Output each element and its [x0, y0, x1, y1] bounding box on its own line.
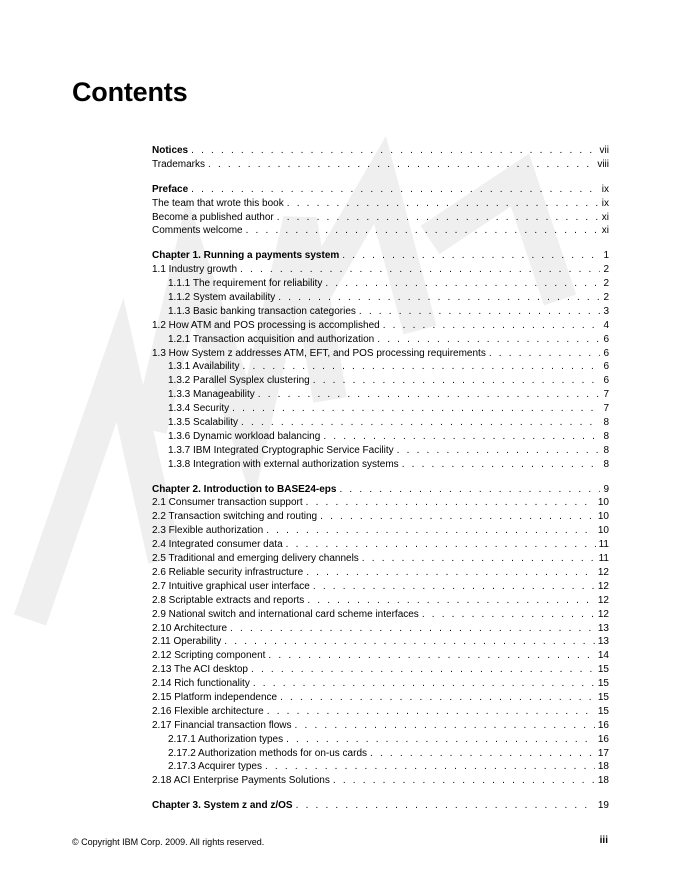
toc-entry-page: xi: [601, 211, 609, 223]
toc-entry[interactable]: [152, 158, 609, 172]
toc-entry[interactable]: [152, 183, 609, 197]
toc-entry-title: 2.18 ACI Enterprise Payments Solutions: [152, 775, 330, 787]
toc-entry-page: 12: [597, 566, 609, 578]
toc-leader-dots: [277, 211, 599, 225]
toc-entry-title: 1.3.5 Scalability: [168, 417, 239, 429]
toc-entry-page: 10: [597, 525, 609, 537]
toc-leader-dots: [402, 458, 601, 472]
toc-leader-dots: [489, 347, 601, 361]
toc-entry[interactable]: [152, 496, 609, 510]
toc-entry-title: 1.2 How ATM and POS processing is accomplished: [152, 319, 380, 331]
toc-entry-title: Chapter 1. Running a payments system: [152, 250, 340, 262]
toc-entry-page: 11: [598, 539, 609, 551]
toc-entry-page: 7: [603, 403, 609, 415]
toc-leader-dots: [265, 760, 595, 774]
toc-entry[interactable]: [152, 224, 609, 238]
toc-entry[interactable]: [152, 249, 609, 263]
toc-entry-page: 10: [597, 511, 609, 523]
toc-entry-page: 16: [597, 719, 609, 731]
toc-entry[interactable]: [152, 347, 609, 361]
toc-entry[interactable]: [152, 566, 609, 580]
toc-entry-title: 2.4 Integrated consumer data: [152, 539, 283, 551]
toc-entry[interactable]: [152, 483, 609, 497]
toc-leader-dots: [253, 677, 595, 691]
toc-entry-title: 1.1.2 System availability: [168, 292, 276, 304]
toc-leader-dots: [377, 333, 600, 347]
toc-entry-page: 18: [597, 761, 609, 773]
toc-entry-title: 1.2.1 Transaction acquisition and authorization: [168, 333, 375, 345]
toc-leader-dots: [362, 552, 596, 566]
toc-leader-dots: [243, 360, 601, 374]
toc-entry-title: 2.17.3 Acquirer types: [168, 761, 262, 773]
toc-leader-dots: [286, 538, 596, 552]
toc-entry-page: 11: [598, 553, 609, 565]
toc-entry[interactable]: [152, 277, 609, 291]
toc-leader-dots: [333, 774, 595, 788]
toc-leader-dots: [208, 158, 594, 172]
toc-entry-title: 2.17.1 Authorization types: [168, 733, 284, 745]
toc-entry[interactable]: [152, 677, 609, 691]
toc-entry-page: 4: [603, 319, 609, 331]
toc-leader-dots: [267, 705, 595, 719]
toc-entry[interactable]: [152, 388, 609, 402]
toc-entry-title: 1.1 Industry growth: [152, 264, 238, 276]
toc-entry[interactable]: [152, 747, 609, 761]
toc-entry-page: 12: [597, 594, 609, 606]
toc-entry-page: 17: [597, 747, 609, 759]
toc-entry-title: 1.3.1 Availability: [168, 361, 240, 373]
toc-entry[interactable]: [152, 524, 609, 538]
toc-entry-title: Preface: [152, 183, 189, 195]
toc-leader-dots: [313, 580, 595, 594]
toc-entry-title: 2.6 Reliable security infrastructure: [152, 566, 304, 578]
toc-entry-title: 2.14 Rich functionality: [152, 678, 250, 690]
toc-leader-dots: [307, 594, 595, 608]
toc-entry-page: 10: [597, 497, 609, 509]
toc-entry-title: 1.3.2 Parallel Sysplex clustering: [168, 375, 310, 387]
toc-entry[interactable]: [152, 538, 609, 552]
toc-leader-dots: [232, 402, 600, 416]
toc-entry-page: 15: [597, 705, 609, 717]
toc-leader-dots: [287, 197, 599, 211]
toc-entry[interactable]: [152, 691, 609, 705]
toc-entry[interactable]: [152, 594, 609, 608]
toc-entry[interactable]: [152, 458, 609, 472]
toc-leader-dots: [246, 224, 599, 238]
toc-entry-page: 19: [597, 800, 609, 812]
toc-leader-dots: [325, 277, 600, 291]
toc-entry[interactable]: [152, 760, 609, 774]
toc-entry-page: 18: [597, 775, 609, 787]
toc-entry-page: 8: [603, 430, 609, 442]
toc-entry[interactable]: [152, 144, 609, 158]
toc-leader-dots: [296, 799, 595, 813]
footer-page-number: iii: [599, 835, 608, 846]
toc-entry[interactable]: [152, 552, 609, 566]
toc-entry-title: 2.13 The ACI desktop: [152, 664, 248, 676]
toc-entry-page: vii: [599, 145, 609, 156]
toc-entry[interactable]: [152, 733, 609, 747]
toc-entry-page: 15: [597, 678, 609, 690]
toc-entry-page: 12: [597, 580, 609, 592]
toc-entry-page: 12: [597, 608, 609, 620]
toc-entry[interactable]: [152, 263, 609, 277]
toc-leader-dots: [320, 510, 595, 524]
toc-entry-title: 2.1 Consumer transaction support: [152, 497, 303, 509]
toc-entry[interactable]: [152, 774, 609, 788]
toc-leader-dots: [286, 733, 595, 747]
toc-entry-title: 1.1.1 The requirement for reliability: [168, 278, 323, 290]
toc-entry-page: 2: [603, 292, 609, 304]
toc-leader-dots: [383, 319, 601, 333]
toc-entry[interactable]: [152, 416, 609, 430]
toc-leader-dots: [306, 566, 595, 580]
toc-entry-page: 2: [603, 278, 609, 290]
toc-entry-page: 15: [597, 691, 609, 703]
toc-leader-dots: [224, 635, 595, 649]
toc-leader-dots: [342, 249, 600, 263]
toc-entry-page: ix: [601, 183, 609, 195]
toc-entry[interactable]: [152, 580, 609, 594]
toc-entry[interactable]: [152, 291, 609, 305]
toc-entry-page: 6: [603, 361, 609, 373]
toc-entry-page: 3: [603, 305, 609, 317]
toc-entry-title: 2.2 Transaction switching and routing: [152, 511, 318, 523]
toc-entry-title: 2.15 Platform independence: [152, 691, 278, 703]
toc-entry-title: 2.3 Flexible authorization: [152, 525, 264, 537]
toc-leader-dots: [266, 524, 595, 538]
toc-entry-title: 2.8 Scriptable extracts and reports: [152, 594, 305, 606]
toc-leader-dots: [278, 291, 600, 305]
toc-entry-page: 9: [603, 483, 609, 495]
toc-leader-dots: [359, 305, 601, 319]
toc-entry-page: 6: [603, 333, 609, 345]
toc-leader-dots: [370, 747, 595, 761]
toc-entry-page: 6: [603, 347, 609, 359]
toc-entry[interactable]: [152, 719, 609, 733]
toc-entry-page: 6: [603, 375, 609, 387]
toc-entry-title: 1.3.7 IBM Integrated Cryptographic Service Facility: [168, 444, 394, 456]
toc-leader-dots: [295, 719, 595, 733]
toc-entry-title: 1.1.3 Basic banking transaction categories: [168, 305, 356, 317]
toc-entry[interactable]: [152, 444, 609, 458]
toc-entry-title: 2.9 National switch and international card scheme interfaces: [152, 608, 419, 620]
toc-entry[interactable]: [152, 319, 609, 333]
toc-leader-dots: [397, 444, 601, 458]
toc-entry-page: 13: [597, 622, 609, 634]
toc-entry-title: Chapter 3. System z and z/OS: [152, 800, 293, 812]
toc-entry[interactable]: [152, 799, 609, 813]
toc-entry[interactable]: [152, 510, 609, 524]
toc-entry-title: 1.3.6 Dynamic workload balancing: [168, 430, 321, 442]
toc-entry[interactable]: [152, 305, 609, 319]
footer-copyright: © Copyright IBM Corp. 2009. All rights reserved.: [72, 837, 265, 847]
toc-entry-title: 1.3.8 Integration with external authorization systems: [168, 458, 399, 470]
toc-entry-title: 2.17 Financial transaction flows: [152, 719, 292, 731]
toc-entry-title: Comments welcome: [152, 225, 243, 237]
toc-entry[interactable]: [152, 649, 609, 663]
toc-entry-page: 16: [597, 733, 609, 745]
toc-entry[interactable]: [152, 333, 609, 347]
toc-leader-dots: [313, 374, 601, 388]
toc-leader-dots: [280, 691, 595, 705]
toc-entry-title: 2.16 Flexible architecture: [152, 705, 264, 717]
toc-entry-title: 2.5 Traditional and emerging delivery channels: [152, 553, 359, 565]
toc-entry-title: 1.3.3 Manageability: [168, 389, 255, 401]
toc-entry[interactable]: [152, 705, 609, 719]
toc-entry-page: 7: [603, 389, 609, 401]
toc-entry-page: 8: [603, 417, 609, 429]
toc-entry-title: 2.7 Intuitive graphical user interface: [152, 580, 310, 592]
toc-leader-dots: [240, 263, 600, 277]
toc-entry-page: 1: [603, 250, 609, 262]
toc-entry[interactable]: [152, 360, 609, 374]
toc-entry-page: ix: [601, 197, 609, 209]
toc-entry-title: 1.3 How System z addresses ATM, EFT, and POS processing requirements: [152, 347, 486, 359]
toc-entry-page: xi: [601, 225, 609, 237]
toc-leader-dots: [258, 388, 601, 402]
toc-entry[interactable]: [152, 430, 609, 444]
toc-entry-title: 1.3.4 Security: [168, 403, 230, 415]
toc-entry[interactable]: [152, 608, 609, 622]
toc-entry[interactable]: [152, 622, 609, 636]
toc-entry-page: 15: [597, 664, 609, 676]
table-of-contents: [152, 144, 609, 813]
toc-entry-title: 2.12 Scripting component: [152, 650, 266, 662]
toc-entry-title: 2.17.2 Authorization methods for on-us cards: [168, 747, 368, 759]
toc-entry[interactable]: [152, 374, 609, 388]
toc-entry-page: viii: [597, 158, 609, 170]
toc-leader-dots: [251, 663, 595, 677]
toc-entry[interactable]: [152, 635, 609, 649]
toc-leader-dots: [230, 622, 595, 636]
toc-leader-dots: [306, 496, 595, 510]
toc-leader-dots: [422, 608, 595, 622]
toc-entry-page: 2: [603, 264, 609, 276]
toc-entry-page: 8: [603, 444, 609, 456]
toc-entry-title: 2.11 Operability: [152, 636, 222, 648]
toc-entry-title: Notices: [152, 145, 189, 156]
toc-entry[interactable]: [152, 663, 609, 677]
toc-leader-dots: [323, 430, 600, 444]
page-title: Contents: [72, 77, 188, 107]
toc-leader-dots: [241, 416, 600, 430]
toc-entry-title: 2.10 Architecture: [152, 622, 228, 634]
toc-entry-page: 14: [597, 650, 609, 662]
toc-entry-page: 8: [603, 458, 609, 470]
toc-entry-title: The team that wrote this book: [152, 197, 284, 209]
toc-entry-title: Trademarks: [152, 158, 205, 170]
watermark-stroke-1: [30, 360, 165, 620]
toc-leader-dots: [191, 144, 596, 158]
toc-leader-dots: [268, 649, 594, 663]
toc-entry[interactable]: [152, 211, 609, 225]
toc-entry[interactable]: [152, 402, 609, 416]
toc-entry-page: 13: [597, 636, 609, 648]
toc-entry-title: Become a published author: [152, 211, 274, 223]
toc-entry[interactable]: [152, 197, 609, 211]
toc-entry-title: Chapter 2. Introduction to BASE24-eps: [152, 483, 337, 495]
toc-leader-dots: [339, 483, 600, 497]
toc-leader-dots: [191, 183, 599, 197]
